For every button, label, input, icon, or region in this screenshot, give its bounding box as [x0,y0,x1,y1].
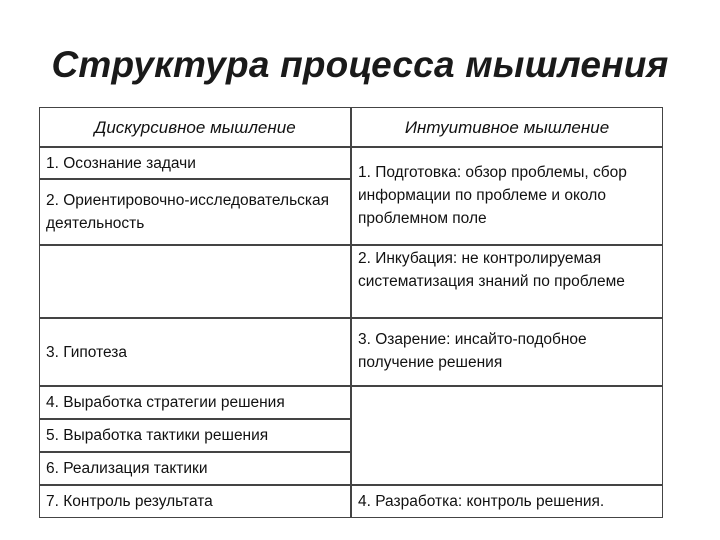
page-title: Структура процесса мышления [51,44,669,85]
left-row-empty [39,245,351,318]
left-row-3-text: 3. Гипотеза [46,343,128,361]
right-row-1-text: 1. Подготовка: обзор проблемы, сбор информации по проблеме и около проблемном поле [358,164,627,227]
left-row-1-text: 1. Осознание задачи [46,154,196,172]
right-row-2-text: 2. Инкубация: не контролируемая систематизация знаний по проблеме [358,250,625,290]
left-row-3 [39,318,351,386]
left-row-5-text: 5. Выработка тактики решения [46,427,269,444]
header-discursive [39,107,351,147]
left-row-4 [39,386,351,419]
left-row-2-text: 2. Ориентировочно-исследовательская деятельность [46,192,330,232]
left-row-4-text: 4. Выработка стратегии решения [46,394,285,411]
right-row-empty [351,386,663,485]
left-row-5 [39,419,351,452]
header-intuitive [351,107,663,147]
left-row-6-text: 6. Реализация тактики [46,460,208,477]
left-row-1 [39,147,351,179]
right-row-3-text: 3. Озарение: инсайто-подобное получение решения [358,331,587,371]
right-row-1 [351,147,663,245]
left-row-2 [39,179,351,245]
right-row-2 [351,245,663,318]
header-intuitive-label: Интуитивное мышление [404,117,610,137]
right-row-3 [351,318,663,386]
left-row-7-text: 7. Контроль результата [46,493,213,510]
header-discursive-label: Дискурсивное мышление [94,117,296,137]
right-row-4 [351,485,663,518]
left-row-6 [39,452,351,485]
left-row-7 [39,485,351,518]
right-row-4-text: 4. Разработка: контроль решения. [358,493,605,510]
